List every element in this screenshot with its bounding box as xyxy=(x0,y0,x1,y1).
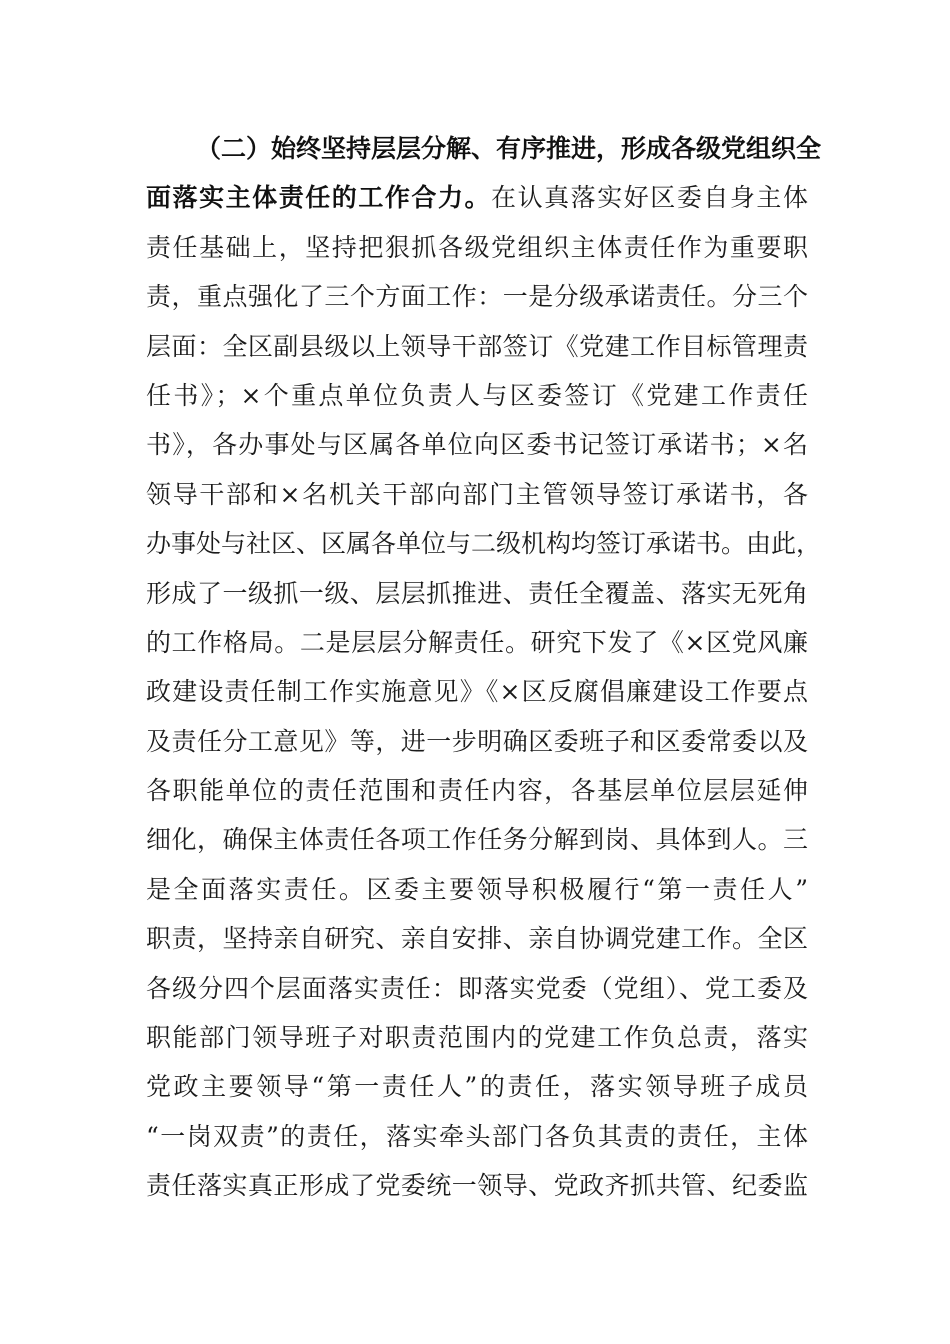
paragraph-line: 形成了一级抓一级、层层抓推进、责任全覆盖、落实无死角 xyxy=(146,578,808,608)
paragraph-line: 办事处与社区、区属各单位与二级机构均签订承诺书。由此， xyxy=(146,529,822,559)
section-heading-line-2: 面落实主体责任的工作合力。 xyxy=(146,183,492,213)
paragraph-line: 是全面落实责任。区委主要领导积极履行“第一责任人” xyxy=(146,874,808,904)
paragraph-line: 层面：全区副县级以上领导干部签订《党建工作目标管理责 xyxy=(146,331,808,361)
paragraph-line: 责，重点强化了三个方面工作：一是分级承诺责任。分三个 xyxy=(146,282,808,312)
paragraph-line: 细化，确保主体责任各项工作任务分解到岗、具体到人。三 xyxy=(146,825,808,855)
paragraph-line: 责任落实真正形成了党委统一领导、党政齐抓共管、纪委监 xyxy=(146,1171,808,1201)
section-heading-line-1: （二）始终坚持层层分解、有序推进，形成各级党组织全 xyxy=(196,134,822,163)
paragraph-line: 及责任分工意见》等，进一步明确区委班子和区委常委以及 xyxy=(146,726,808,756)
paragraph-line: 政建设责任制工作实施意见》《×区反腐倡廉建设工作要点 xyxy=(146,677,808,707)
paragraph-line: 书》，各办事处与区属各单位向区委书记签订承诺书；×名 xyxy=(146,430,808,460)
paragraph-text: 在认真落实好区委自身主体 xyxy=(491,183,808,213)
paragraph-line: 的工作格局。二是层层分解责任。研究下发了《×区党风廉 xyxy=(146,627,808,657)
paragraph-line: 任书》；×个重点单位负责人与区委签订《党建工作责任 xyxy=(146,380,808,410)
paragraph-line-2 xyxy=(146,173,808,222)
paragraph-line: 各职能单位的责任范围和责任内容，各基层单位层层延伸 xyxy=(146,776,808,806)
paragraph-line: 责任基础上，坚持把狠抓各级党组织主体责任作为重要职 xyxy=(146,232,808,262)
paragraph-line: 职能部门领导班子对职责范围内的党建工作负总责，落实 xyxy=(146,1023,808,1053)
paragraph-line: 职责，坚持亲自研究、亲自安排、亲自协调党建工作。全区 xyxy=(146,924,808,954)
paragraph-line: 各级分四个层面落实责任：即落实党委（党组）、党工委及 xyxy=(146,973,808,1003)
paragraph-line: “一岗双责”的责任，落实牵头部门各负其责的责任，主体 xyxy=(146,1121,808,1151)
body-paragraph xyxy=(146,124,822,1211)
paragraph-line: 领导干部和×名机关干部向部门主管领导签订承诺书，各 xyxy=(146,479,808,509)
paragraph-line: 党政主要领导“第一责任人”的责任，落实领导班子成员 xyxy=(146,1072,808,1102)
